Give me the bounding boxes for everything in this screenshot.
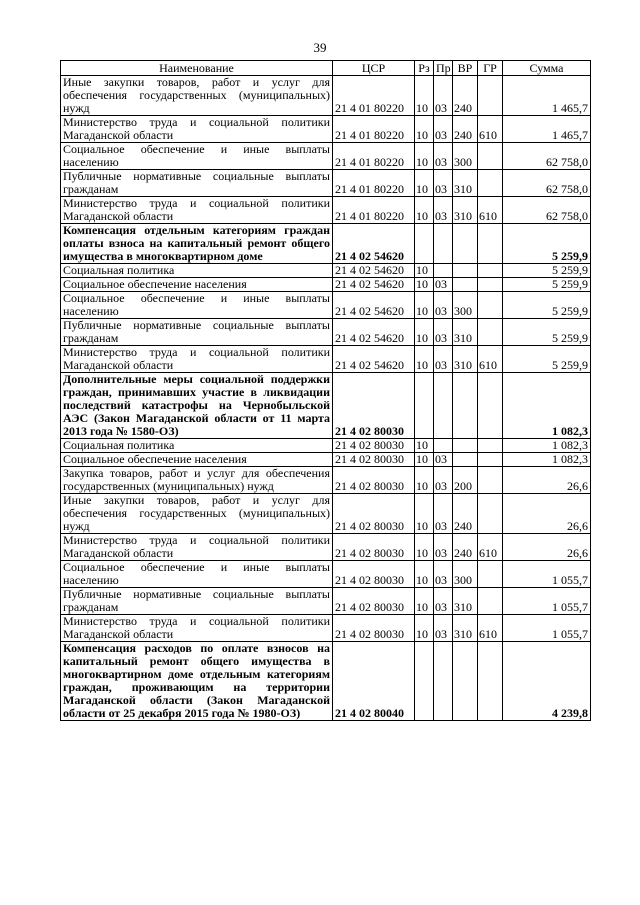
cell-sum: 26,6 <box>503 494 591 534</box>
cell-csr: 21 4 02 54620 <box>333 346 415 373</box>
table-row <box>61 292 591 319</box>
cell-sum: 26,6 <box>503 534 591 561</box>
table-row <box>61 373 591 439</box>
cell-pr: 03 <box>434 197 453 224</box>
header-pr: Пр <box>434 61 453 76</box>
cell-pr <box>434 642 453 721</box>
cell-csr: 21 4 01 80220 <box>333 76 415 116</box>
cell-name: Социальное обеспечение и иные выплаты населению <box>61 561 333 588</box>
cell-name: Министерство труда и социальной политики Магаданской области <box>61 615 333 642</box>
cell-sum: 4 239,8 <box>503 642 591 721</box>
cell-csr: 21 4 01 80220 <box>333 170 415 197</box>
cell-rz: 10 <box>415 534 434 561</box>
table-row <box>61 494 591 534</box>
header-name: Наименование <box>61 61 333 76</box>
cell-vr <box>453 373 478 439</box>
cell-vr: 300 <box>453 143 478 170</box>
cell-vr: 240 <box>453 116 478 143</box>
cell-csr: 21 4 02 80030 <box>333 588 415 615</box>
cell-pr: 03 <box>434 534 453 561</box>
table-row <box>61 615 591 642</box>
cell-vr: 310 <box>453 346 478 373</box>
cell-rz: 10 <box>415 116 434 143</box>
cell-csr: 21 4 01 80220 <box>333 197 415 224</box>
cell-name: Социальное обеспечение и иные выплаты населению <box>61 292 333 319</box>
cell-gr: 610 <box>478 197 503 224</box>
cell-pr: 03 <box>434 588 453 615</box>
cell-sum: 62 758,0 <box>503 197 591 224</box>
table-row <box>61 642 591 721</box>
cell-name: Социальное обеспечение населения <box>61 453 333 467</box>
cell-rz: 10 <box>415 319 434 346</box>
cell-rz: 10 <box>415 615 434 642</box>
table-row <box>61 588 591 615</box>
cell-rz: 10 <box>415 76 434 116</box>
cell-gr <box>478 264 503 278</box>
cell-sum: 1 055,7 <box>503 561 591 588</box>
cell-sum: 1 465,7 <box>503 76 591 116</box>
cell-sum: 5 259,9 <box>503 224 591 264</box>
cell-rz <box>415 224 434 264</box>
cell-sum: 1 465,7 <box>503 116 591 143</box>
table-row <box>61 346 591 373</box>
cell-rz: 10 <box>415 439 434 453</box>
cell-csr: 21 4 02 54620 <box>333 224 415 264</box>
cell-rz: 10 <box>415 170 434 197</box>
cell-csr: 21 4 02 80030 <box>333 373 415 439</box>
cell-gr <box>478 292 503 319</box>
cell-sum: 5 259,9 <box>503 264 591 278</box>
cell-gr: 610 <box>478 116 503 143</box>
header-gr: ГР <box>478 61 503 76</box>
table-row <box>61 224 591 264</box>
cell-pr <box>434 224 453 264</box>
cell-rz: 10 <box>415 278 434 292</box>
cell-csr: 21 4 01 80220 <box>333 143 415 170</box>
table-row <box>61 170 591 197</box>
cell-sum: 5 259,9 <box>503 292 591 319</box>
cell-rz: 10 <box>415 264 434 278</box>
cell-gr <box>478 642 503 721</box>
cell-sum: 5 259,9 <box>503 346 591 373</box>
cell-gr: 610 <box>478 534 503 561</box>
cell-pr: 03 <box>434 170 453 197</box>
header-csr: ЦСР <box>333 61 415 76</box>
cell-gr: 610 <box>478 615 503 642</box>
cell-name: Министерство труда и социальной политики Магаданской области <box>61 346 333 373</box>
cell-vr: 310 <box>453 588 478 615</box>
cell-sum: 1 082,3 <box>503 453 591 467</box>
cell-rz: 10 <box>415 561 434 588</box>
cell-pr: 03 <box>434 76 453 116</box>
cell-csr: 21 4 02 54620 <box>333 278 415 292</box>
cell-pr: 03 <box>434 467 453 494</box>
cell-name: Министерство труда и социальной политики Магаданской области <box>61 116 333 143</box>
cell-csr: 21 4 02 54620 <box>333 292 415 319</box>
cell-sum: 1 082,3 <box>503 373 591 439</box>
cell-name: Публичные нормативные социальные выплаты гражданам <box>61 319 333 346</box>
cell-gr <box>478 453 503 467</box>
cell-rz <box>415 642 434 721</box>
cell-gr: 610 <box>478 346 503 373</box>
cell-sum: 62 758,0 <box>503 143 591 170</box>
cell-pr: 03 <box>434 278 453 292</box>
page-number: 39 <box>313 40 327 55</box>
table-body <box>61 76 591 721</box>
cell-vr: 310 <box>453 197 478 224</box>
cell-name: Иные закупки товаров, работ и услуг для обеспечения государственных (муниципальных) нужд <box>61 76 333 116</box>
cell-pr <box>434 373 453 439</box>
cell-name: Дополнительные меры социальной поддержки граждан, принимавших участие в ликвидации последствий катастрофы на Чернобыльской АЭС (Закон Магаданской области от 11 марта 2013 года № 1580-ОЗ) <box>61 373 333 439</box>
cell-gr <box>478 278 503 292</box>
cell-pr: 03 <box>434 143 453 170</box>
cell-name: Публичные нормативные социальные выплаты гражданам <box>61 588 333 615</box>
cell-name: Социальное обеспечение и иные выплаты населению <box>61 143 333 170</box>
cell-sum: 5 259,9 <box>503 319 591 346</box>
cell-sum: 5 259,9 <box>503 278 591 292</box>
cell-gr <box>478 76 503 116</box>
cell-name: Социальное обеспечение населения <box>61 278 333 292</box>
cell-vr: 310 <box>453 319 478 346</box>
cell-pr: 03 <box>434 453 453 467</box>
table-row <box>61 278 591 292</box>
cell-gr <box>478 143 503 170</box>
cell-vr: 200 <box>453 467 478 494</box>
cell-rz: 10 <box>415 143 434 170</box>
cell-vr: 300 <box>453 561 478 588</box>
cell-pr: 03 <box>434 292 453 319</box>
cell-name: Министерство труда и социальной политики Магаданской области <box>61 197 333 224</box>
table-row <box>61 116 591 143</box>
cell-csr: 21 4 02 80030 <box>333 494 415 534</box>
cell-pr <box>434 264 453 278</box>
cell-sum: 1 055,7 <box>503 588 591 615</box>
table-row <box>61 467 591 494</box>
cell-csr: 21 4 02 80030 <box>333 534 415 561</box>
cell-csr: 21 4 02 80030 <box>333 453 415 467</box>
cell-gr <box>478 588 503 615</box>
cell-sum: 62 758,0 <box>503 170 591 197</box>
table-row <box>61 319 591 346</box>
cell-gr <box>478 467 503 494</box>
cell-csr: 21 4 01 80220 <box>333 116 415 143</box>
header-sum: Сумма <box>503 61 591 76</box>
table-row <box>61 534 591 561</box>
cell-rz: 10 <box>415 453 434 467</box>
cell-sum: 1 055,7 <box>503 615 591 642</box>
table-row <box>61 197 591 224</box>
cell-vr <box>453 278 478 292</box>
cell-name: Иные закупки товаров, работ и услуг для обеспечения государственных (муниципальных) нужд <box>61 494 333 534</box>
cell-csr: 21 4 02 80030 <box>333 615 415 642</box>
budget-table <box>60 60 591 721</box>
cell-pr: 03 <box>434 494 453 534</box>
cell-sum: 26,6 <box>503 467 591 494</box>
table-row <box>61 76 591 116</box>
cell-pr: 03 <box>434 319 453 346</box>
table-row <box>61 439 591 453</box>
cell-csr: 21 4 02 80030 <box>333 467 415 494</box>
cell-gr <box>478 373 503 439</box>
cell-vr: 300 <box>453 292 478 319</box>
table-row <box>61 561 591 588</box>
cell-vr: 310 <box>453 615 478 642</box>
header-rz: Рз <box>415 61 434 76</box>
cell-vr: 240 <box>453 494 478 534</box>
cell-name: Компенсация отдельным категориям граждан оплаты взноса на капитальный ремонт общего имущества в многоквартирном доме <box>61 224 333 264</box>
cell-vr <box>453 642 478 721</box>
cell-vr <box>453 224 478 264</box>
cell-rz: 10 <box>415 494 434 534</box>
cell-name: Социальная политика <box>61 439 333 453</box>
cell-rz: 10 <box>415 197 434 224</box>
cell-rz: 10 <box>415 346 434 373</box>
cell-gr <box>478 319 503 346</box>
cell-vr <box>453 264 478 278</box>
table-row <box>61 264 591 278</box>
cell-pr: 03 <box>434 561 453 588</box>
cell-pr: 03 <box>434 615 453 642</box>
cell-csr: 21 4 02 54620 <box>333 264 415 278</box>
cell-name: Компенсация расходов по оплате взносов на капитальный ремонт общего имущества в многоквартирном доме отдельным категориям граждан, проживающим на территории Магаданской области (Закон Магаданской области от 25 декабря 2015 года № 1980-ОЗ) <box>61 642 333 721</box>
header-vr: ВР <box>453 61 478 76</box>
cell-gr <box>478 439 503 453</box>
cell-gr <box>478 224 503 264</box>
cell-vr <box>453 453 478 467</box>
cell-csr: 21 4 02 54620 <box>333 319 415 346</box>
table-header-row <box>61 61 591 76</box>
cell-pr: 03 <box>434 116 453 143</box>
cell-gr <box>478 561 503 588</box>
cell-gr <box>478 170 503 197</box>
cell-vr: 240 <box>453 534 478 561</box>
cell-vr: 240 <box>453 76 478 116</box>
cell-name: Публичные нормативные социальные выплаты гражданам <box>61 170 333 197</box>
cell-rz: 10 <box>415 588 434 615</box>
cell-rz: 10 <box>415 292 434 319</box>
cell-csr: 21 4 02 80030 <box>333 439 415 453</box>
cell-pr: 03 <box>434 346 453 373</box>
cell-rz <box>415 373 434 439</box>
cell-gr <box>478 494 503 534</box>
cell-sum: 1 082,3 <box>503 439 591 453</box>
table-row <box>61 453 591 467</box>
cell-pr <box>434 439 453 453</box>
cell-rz: 10 <box>415 467 434 494</box>
cell-vr <box>453 439 478 453</box>
cell-name: Закупка товаров, работ и услуг для обеспечения государственных (муниципальных) нужд <box>61 467 333 494</box>
cell-vr: 310 <box>453 170 478 197</box>
cell-csr: 21 4 02 80040 <box>333 642 415 721</box>
cell-name: Социальная политика <box>61 264 333 278</box>
cell-csr: 21 4 02 80030 <box>333 561 415 588</box>
table-row <box>61 143 591 170</box>
cell-name: Министерство труда и социальной политики Магаданской области <box>61 534 333 561</box>
